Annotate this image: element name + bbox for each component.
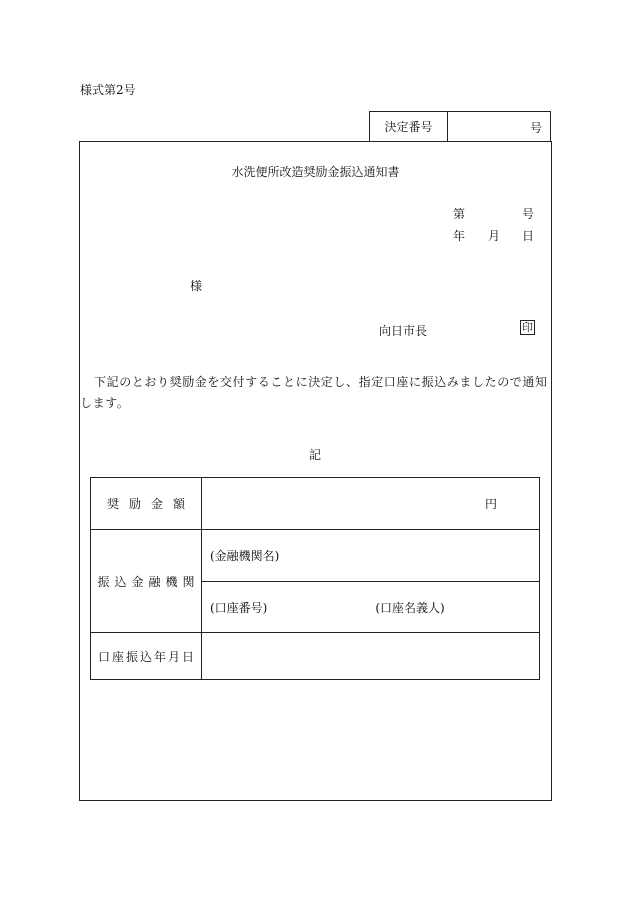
notice-body: 下記のとおり奨励金を交付することに決定し、指定口座に振込みましたので通知します。 — [80, 375, 548, 410]
account-holder-label: (口座名義人) — [375, 600, 445, 615]
document-title: 水洗便所改造奨励金振込通知書 — [231, 165, 400, 179]
bank-name-cell — [202, 530, 540, 582]
ki-heading: 記 — [309, 448, 322, 462]
amount-row — [91, 478, 540, 530]
doc-number-prefix: 第 — [453, 207, 466, 221]
bank-name-label: (金融機関名) — [210, 549, 280, 563]
bank-label-cell — [91, 530, 202, 633]
decision-number-label: 決定番号 — [370, 112, 448, 141]
transfer-date-label: 口座振込年月日 — [97, 649, 196, 664]
doc-number-suffix: 号 — [522, 207, 535, 221]
date-day-label: 日 — [522, 229, 535, 243]
amount-unit: 円 — [484, 497, 497, 511]
date-year-label: 年 — [453, 229, 466, 243]
amount-value-cell — [202, 478, 540, 530]
form-number: 様式第2号 — [80, 83, 136, 97]
transfer-date-row — [91, 633, 540, 680]
account-number-label: (口座番号) — [210, 600, 268, 615]
decision-number-suffix: 号 — [529, 121, 542, 135]
amount-label: 奨励金額 — [106, 497, 195, 511]
bank-name-row — [91, 530, 540, 582]
bank-label: 振込金融機関 — [97, 574, 200, 589]
decision-number-box — [369, 111, 551, 141]
date-month-label: 月 — [488, 229, 501, 243]
recipient-honorific: 様 — [190, 279, 203, 293]
account-cell — [202, 582, 540, 633]
detail-table — [90, 477, 540, 680]
document-frame — [79, 141, 552, 801]
transfer-date-value-cell — [202, 633, 540, 680]
amount-label-cell — [91, 478, 202, 530]
seal-mark: 印 — [522, 321, 533, 334]
issuer-name: 向日市長 — [379, 324, 428, 338]
transfer-date-label-cell — [91, 633, 202, 680]
